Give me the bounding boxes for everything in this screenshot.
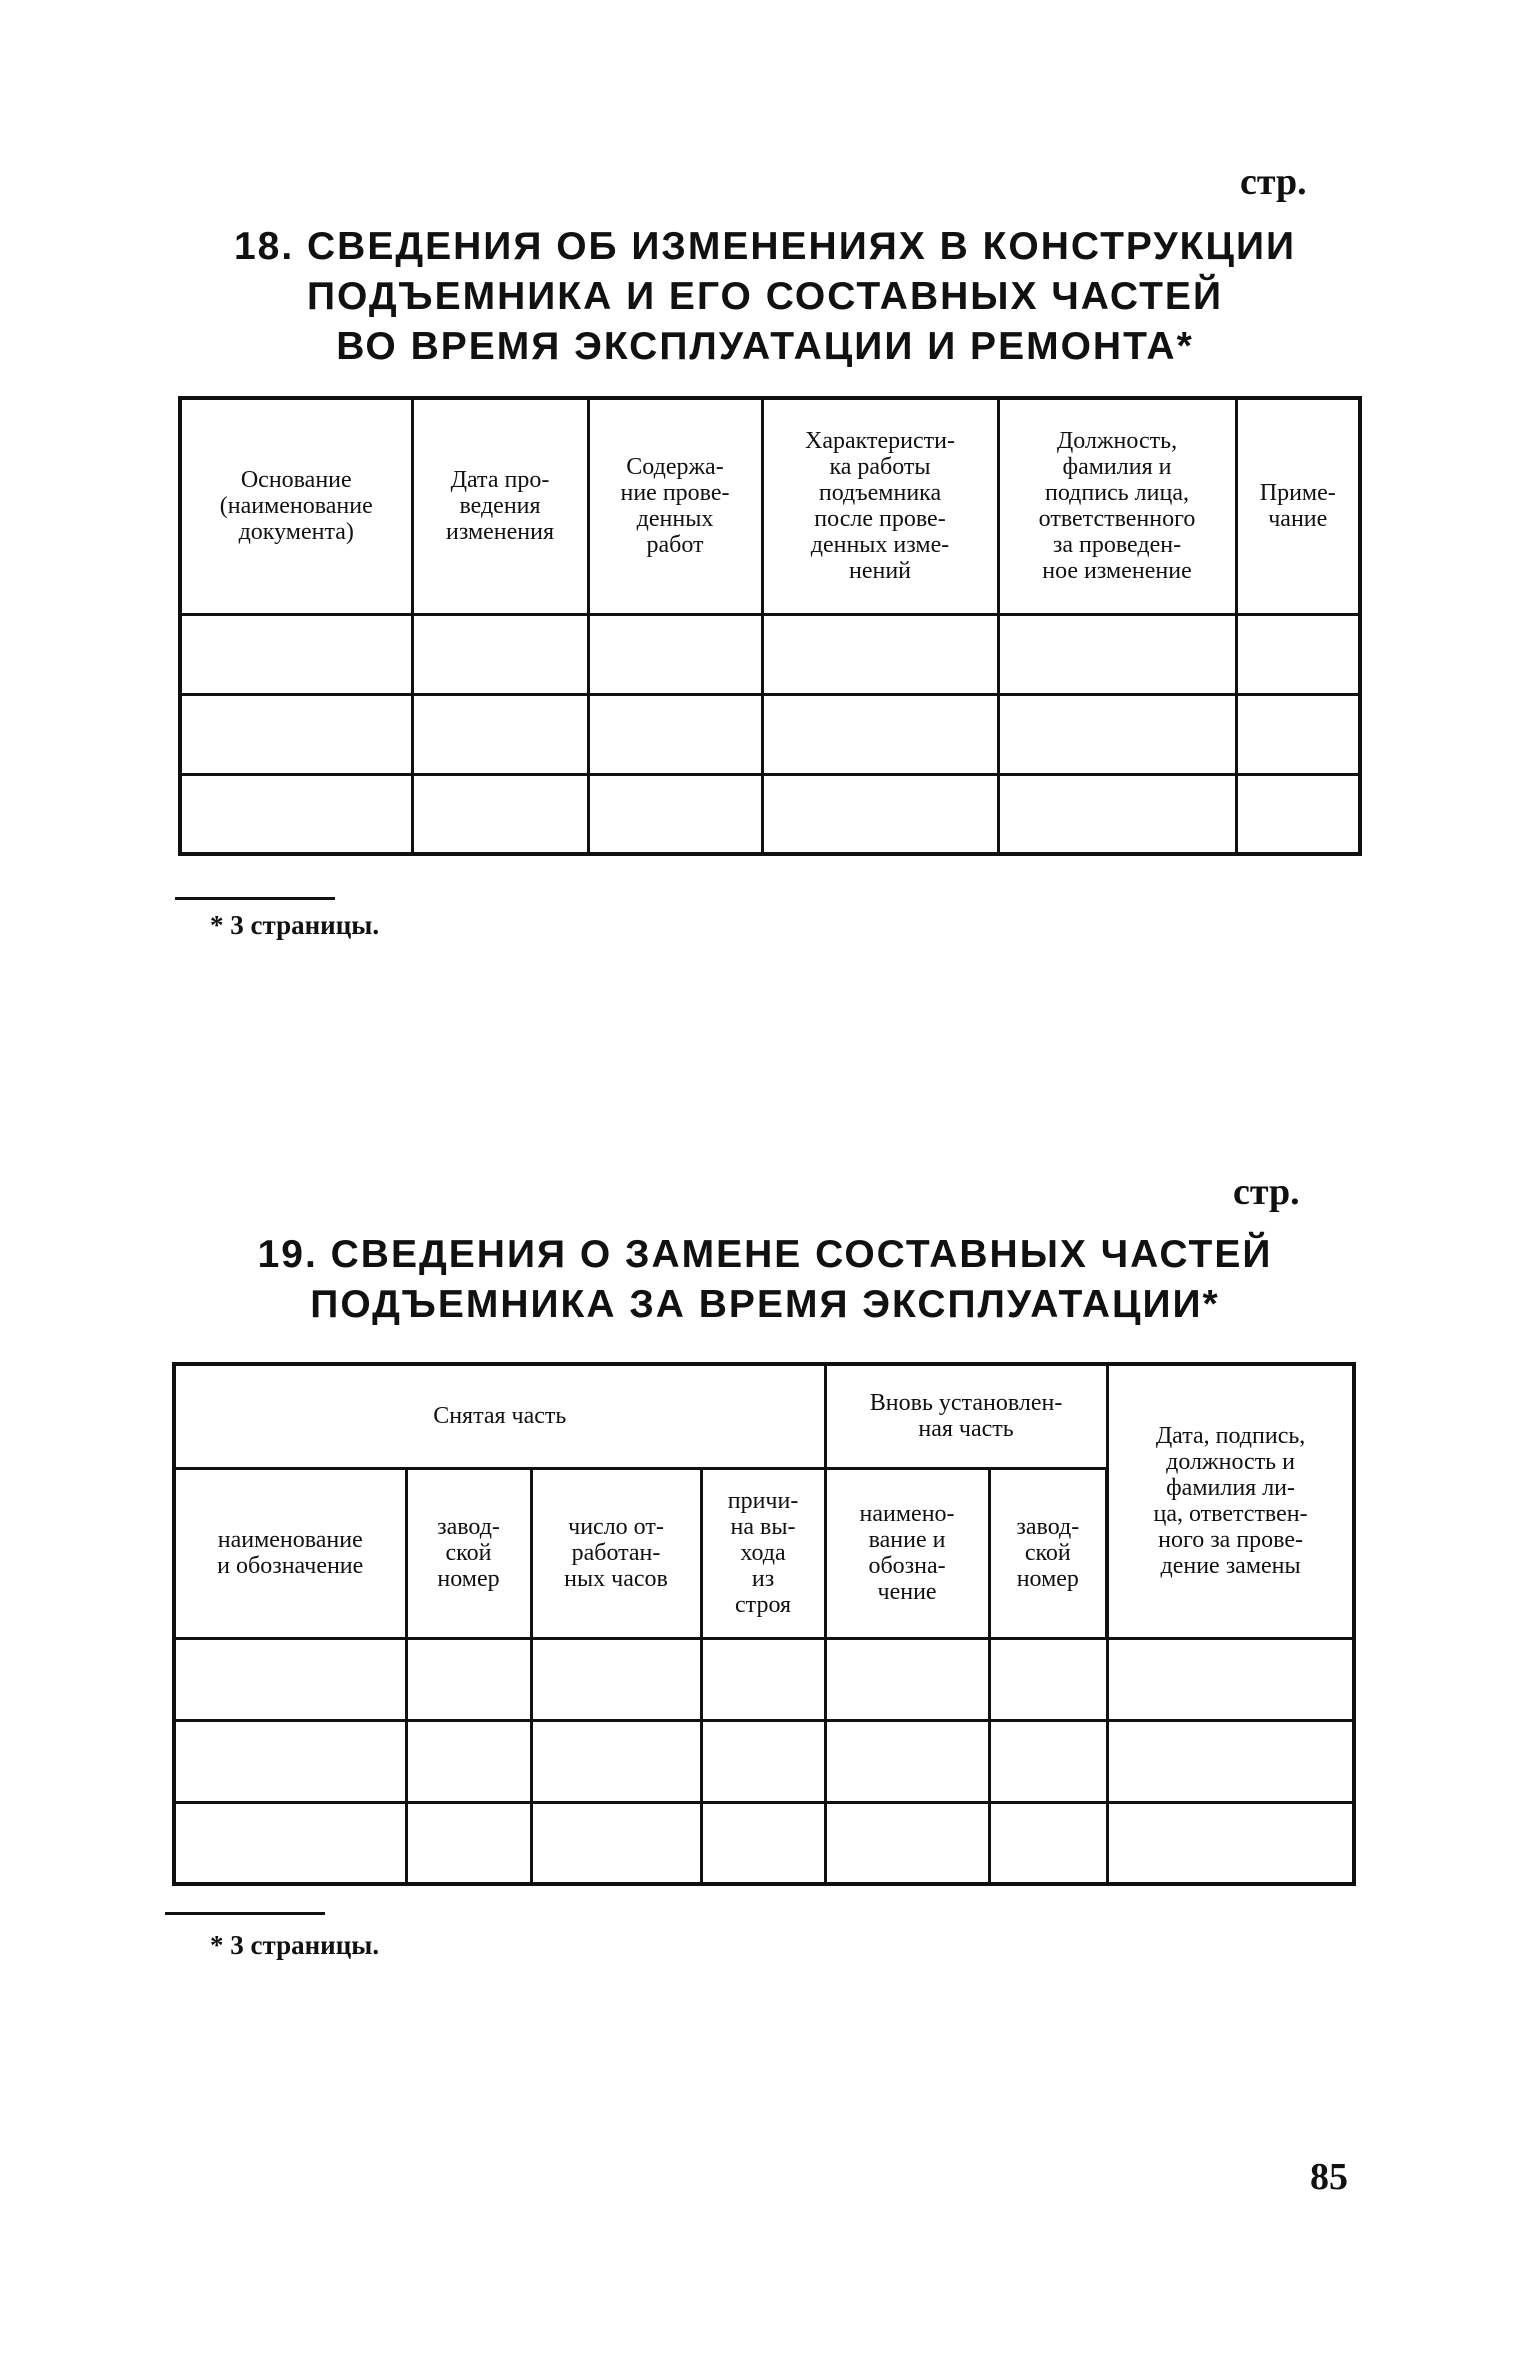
table-row <box>180 774 1360 854</box>
col-characteristics: Характеристи- ка работы подъемника после прове- денных изме- нений <box>762 398 998 614</box>
cell[interactable] <box>1236 774 1360 854</box>
cell[interactable] <box>1236 614 1360 694</box>
cell[interactable] <box>989 1638 1107 1720</box>
cell[interactable] <box>412 614 588 694</box>
cell[interactable] <box>406 1802 531 1884</box>
page-number: 85 <box>1310 2156 1348 2198</box>
cell[interactable] <box>825 1802 989 1884</box>
cell[interactable] <box>180 694 412 774</box>
table-row <box>174 1720 1354 1802</box>
group-removed-part: Снятая часть <box>174 1364 825 1468</box>
cell[interactable] <box>406 1638 531 1720</box>
footnote-18: * 3 страницы. <box>210 910 380 940</box>
cell[interactable] <box>174 1802 406 1884</box>
cell[interactable] <box>531 1638 701 1720</box>
cell[interactable] <box>588 614 762 694</box>
col-note: Приме- чание <box>1236 398 1360 614</box>
footnote-rule <box>165 1912 325 1915</box>
cell[interactable] <box>531 1802 701 1884</box>
table-row <box>174 1638 1354 1720</box>
cell[interactable] <box>180 774 412 854</box>
cell[interactable] <box>588 774 762 854</box>
title-line: ВО ВРЕМЯ ЭКСПЛУАТАЦИИ И РЕМОНТА* <box>336 325 1194 368</box>
footnote-rule <box>175 897 335 900</box>
cell[interactable] <box>531 1720 701 1802</box>
title-line: ПОДЪЕМНИКА ЗА ВРЕМЯ ЭКСПЛУАТАЦИИ* <box>310 1283 1220 1326</box>
col-new-name: наимено- вание и обозна- чение <box>825 1468 989 1638</box>
cell[interactable] <box>412 774 588 854</box>
footnote-19: * 3 страницы. <box>210 1930 380 1960</box>
changes-table <box>178 396 1362 856</box>
col-date: Дата про- ведения изменения <box>412 398 588 614</box>
cell[interactable] <box>174 1720 406 1802</box>
cell[interactable] <box>998 614 1236 694</box>
cell[interactable] <box>762 774 998 854</box>
cell[interactable] <box>180 614 412 694</box>
table-row <box>174 1802 1354 1884</box>
cell[interactable] <box>762 694 998 774</box>
col-responsible: Должность, фамилия и подпись лица, ответственного за проведен- ное изменение <box>998 398 1236 614</box>
col-new-serial: завод- ской номер <box>989 1468 1107 1638</box>
col-basis: Основание (наименование документа) <box>180 398 412 614</box>
cell[interactable] <box>701 1802 825 1884</box>
page-ref-18: стр. <box>1240 161 1307 203</box>
group-installed-part: Вновь установлен- ная часть <box>825 1364 1107 1468</box>
table-row <box>180 694 1360 774</box>
cell[interactable] <box>701 1720 825 1802</box>
cell[interactable] <box>989 1720 1107 1802</box>
title-line: ПОДЪЕМНИКА И ЕГО СОСТАВНЫХ ЧАСТЕЙ <box>307 275 1223 318</box>
col-content: Содержа- ние прове- денных работ <box>588 398 762 614</box>
cell[interactable] <box>1107 1802 1354 1884</box>
col-name-designation: наименование и обозначение <box>174 1468 406 1638</box>
cell[interactable] <box>989 1802 1107 1884</box>
cell[interactable] <box>1107 1720 1354 1802</box>
section-19-title <box>150 1230 1380 1330</box>
cell[interactable] <box>406 1720 531 1802</box>
cell[interactable] <box>701 1638 825 1720</box>
title-line: 18. СВЕДЕНИЯ ОБ ИЗМЕНЕНИЯХ В КОНСТРУКЦИИ <box>233 225 1297 268</box>
cell[interactable] <box>762 614 998 694</box>
cell[interactable] <box>412 694 588 774</box>
col-failure-reason: причи- на вы- хода из строя <box>701 1468 825 1638</box>
page-ref-19: стр. <box>1233 1171 1300 1213</box>
col-date-signature: Дата, подпись, должность и фамилия ли- ца, ответствен- ного за прове- дение замены <box>1107 1364 1354 1638</box>
cell[interactable] <box>588 694 762 774</box>
header-row <box>180 398 1360 614</box>
cell[interactable] <box>1236 694 1360 774</box>
cell[interactable] <box>1107 1638 1354 1720</box>
col-hours-worked: число от- работан- ных часов <box>531 1468 701 1638</box>
title-line: 19. СВЕДЕНИЯ О ЗАМЕНЕ СОСТАВНЫХ ЧАСТЕЙ <box>257 1233 1273 1276</box>
section-18-title <box>150 222 1380 372</box>
cell[interactable] <box>174 1638 406 1720</box>
header-row <box>174 1364 1354 1468</box>
cell[interactable] <box>998 694 1236 774</box>
cell[interactable] <box>998 774 1236 854</box>
col-serial-number: завод- ской номер <box>406 1468 531 1638</box>
table-row <box>180 614 1360 694</box>
cell[interactable] <box>825 1720 989 1802</box>
cell[interactable] <box>825 1638 989 1720</box>
replacement-table <box>172 1362 1356 1886</box>
